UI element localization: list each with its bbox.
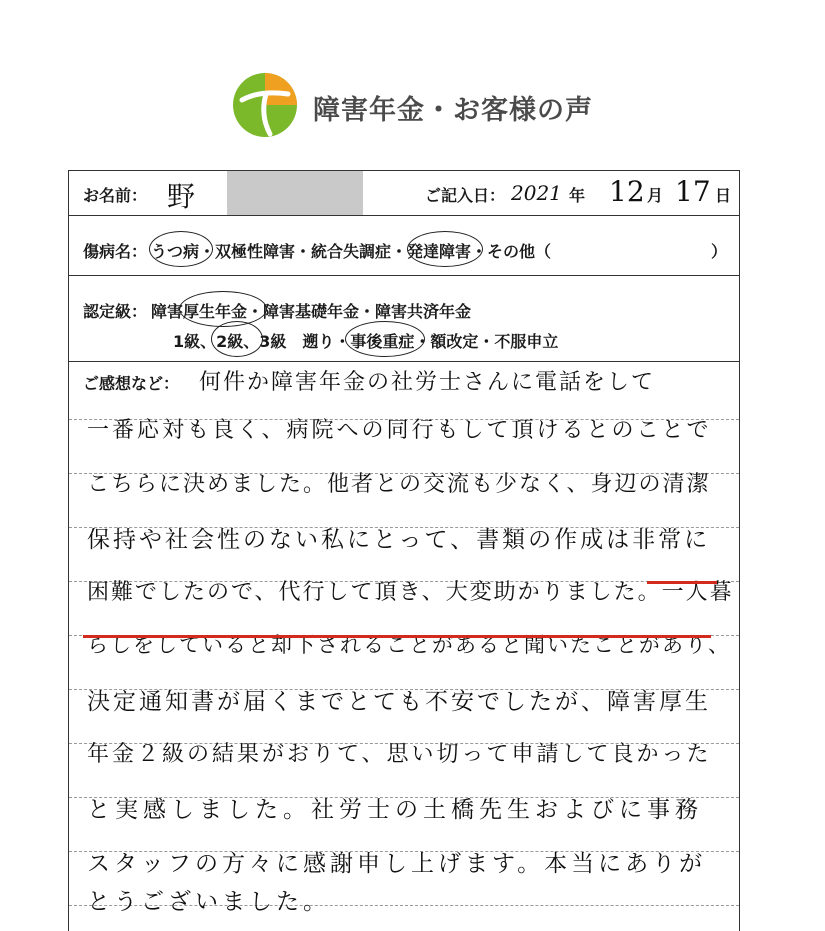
comment-label: ご感想など： <box>83 374 180 393</box>
page-title: 障害年金・お客様の声 <box>313 95 593 126</box>
selection-circle <box>179 291 267 327</box>
date-month: 12 <box>609 175 645 208</box>
comment-line-text: 何件か障害年金の社労士さんに電話をして <box>199 370 656 395</box>
page-header <box>0 60 825 150</box>
row-divider <box>69 275 739 276</box>
date-label: ご記入日： <box>425 186 506 205</box>
comment-line-text: 困難でしたので、代行して頂き、大変助かりました。一人暮 <box>87 580 734 605</box>
date-year-unit: 年 <box>569 186 586 205</box>
date-day: 17 <box>675 175 711 208</box>
feedback-form <box>68 170 740 931</box>
logo-icon <box>230 70 300 140</box>
comment-line-text: と実感しました。社労士の土橋先生およびに事務 <box>87 797 703 823</box>
selection-circle <box>345 321 425 357</box>
row-divider <box>69 215 739 216</box>
grade-levels: 1級、2級、3級 遡り・事後重症・額改定・不服申立 <box>173 332 559 351</box>
date-year: 2021 <box>511 181 562 205</box>
disease-options: うつ病・双極性障害・統合失調症・発達障害・その他（ ） <box>151 242 728 261</box>
grade-label: 認定級： <box>83 302 148 321</box>
selection-circle <box>211 321 263 357</box>
date-day-unit: 日 <box>715 186 732 205</box>
comment-line-text: 保持や社会性のない私にとって、書類の作成は非常に <box>87 527 711 553</box>
red-underline <box>83 635 711 638</box>
comment-line-text: スタッフの方々に感謝申し上げます。本当にありが <box>87 851 707 877</box>
row-divider <box>69 361 739 362</box>
comment-line-text: とうございました。 <box>87 889 330 915</box>
comment-line-text: 決定通知書が届くまでとても不安でしたが、障害厚生 <box>87 689 711 715</box>
date-month-unit: 月 <box>647 186 664 205</box>
grade-pensions: 障害厚生年金・障害基礎年金・障害共済年金 <box>151 302 472 321</box>
selection-circle <box>149 231 213 267</box>
comment-line-text: 年金２級の結果がおりて、思い切って申請して良かった <box>87 742 712 767</box>
name-value: 野 <box>167 180 196 213</box>
name-label: お名前： <box>83 186 148 205</box>
selection-circle <box>407 231 483 267</box>
red-underline <box>647 581 717 584</box>
comment-line-text: らしをしていると却下されることがあると聞いたことがあり、 <box>87 633 731 657</box>
comment-line-text: こちらに決めました。他者との交流も少なく、身辺の清潔 <box>87 472 711 497</box>
redaction-box <box>227 171 363 215</box>
disease-label: 傷病名： <box>83 242 148 261</box>
comment-line-text: 一番応対も良く、病院への同行もして頂けるとのことで <box>87 418 712 443</box>
